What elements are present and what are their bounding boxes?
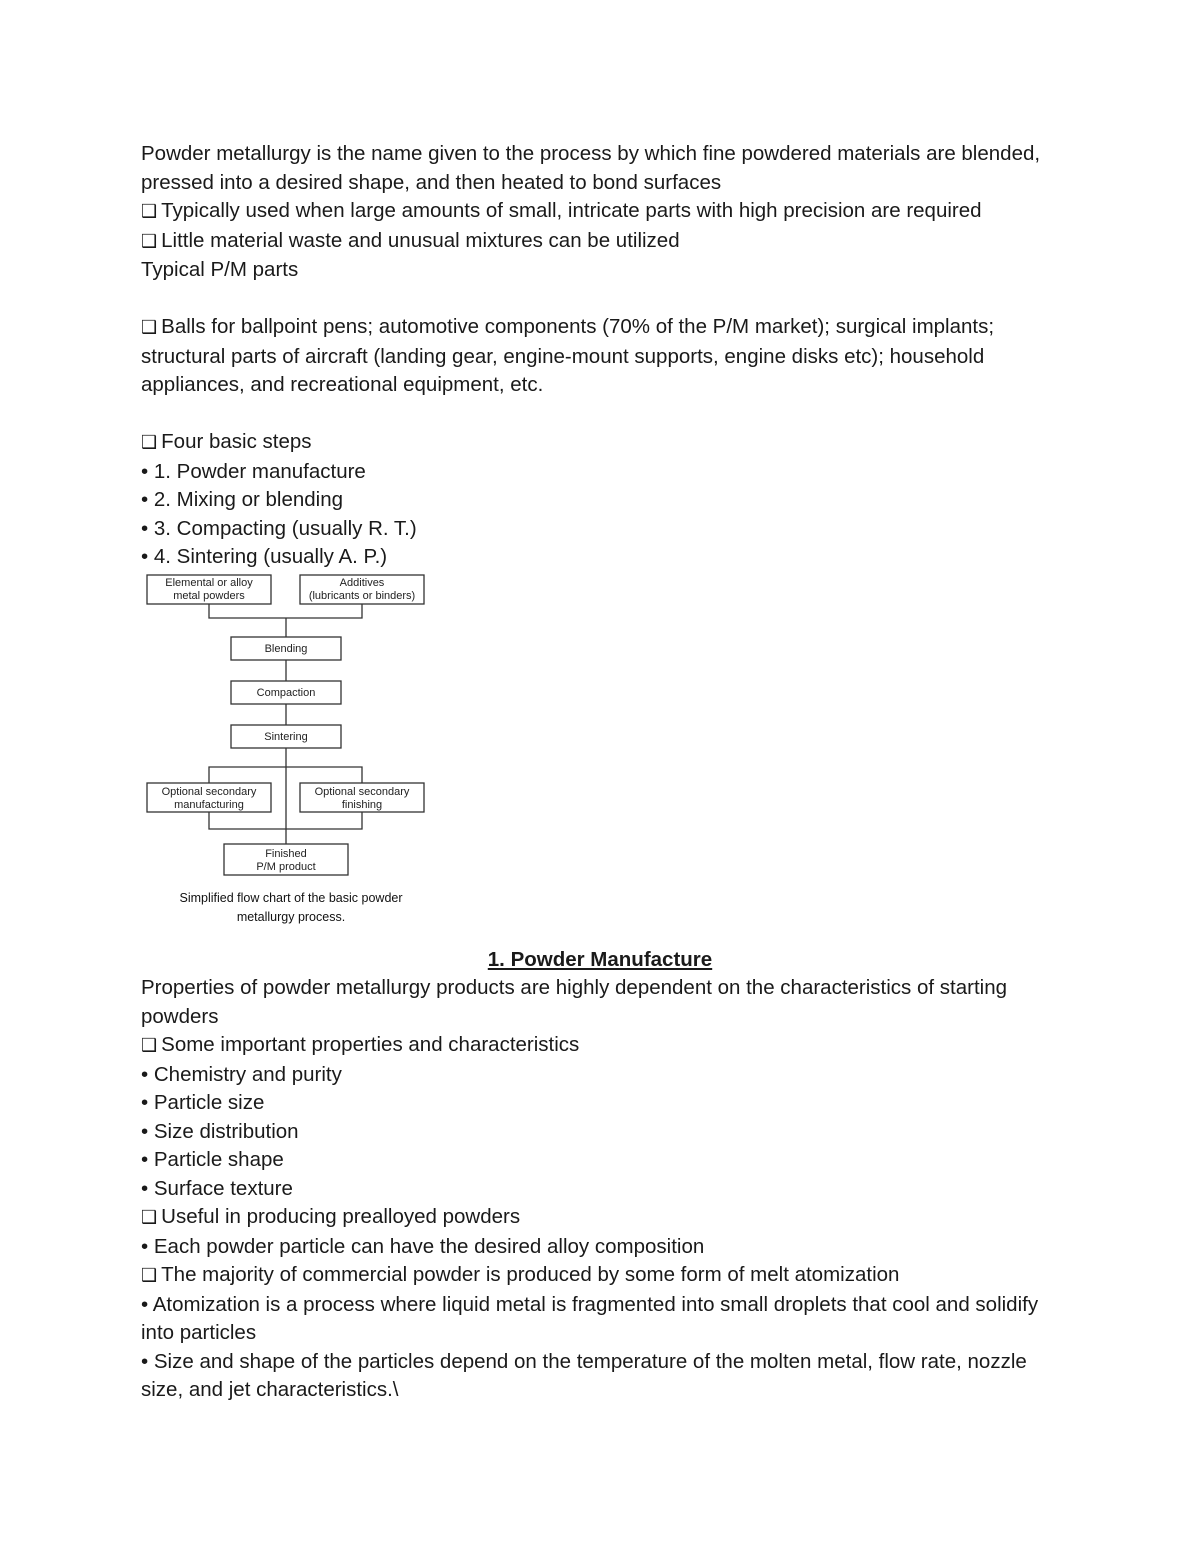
checkbox-bullet-icon: ❑ [141, 317, 158, 338]
flow-text: Optional secondary [161, 785, 257, 798]
flow-chart-figure [146, 574, 446, 946]
bullet-item: ❑ Balls for ballpoint pens; automotive components (70% of the P/M market); surgical implants; structural parts of aircraft (landing gear, engine-mount supports, engine disks etc); household appliances, and recreational equipment, etc. [141, 315, 995, 396]
bullet-item: ❑ Some important properties and characteristics [141, 1033, 580, 1056]
flow-text: (lubricants or binders) [308, 589, 416, 602]
step-item: • 1. Powder manufacture [141, 459, 366, 483]
step-item: • 4. Sintering (usually A. P.) [141, 545, 388, 568]
checkbox-bullet-icon: ❑ [141, 1265, 158, 1286]
checkbox-bullet-icon: ❑ [141, 1207, 158, 1228]
property-item: • Surface texture [141, 1176, 293, 1200]
checkbox-bullet-icon: ❑ [141, 432, 158, 453]
property-item: • Chemistry and purity [141, 1062, 342, 1086]
property-item: • Particle shape [141, 1148, 284, 1171]
property-item: • Size distribution [141, 1119, 299, 1143]
flow-text: Finished [265, 847, 307, 860]
flow-chart [146, 574, 446, 946]
bullet-item: ❑ Typically used when large amounts of small, intricate parts with high precision are required [141, 199, 982, 222]
flow-text: manufacturing [174, 798, 244, 811]
flow-text: P/M product [256, 860, 316, 873]
flow-text: finishing [341, 798, 383, 811]
checkbox-bullet-icon: ❑ [141, 230, 158, 252]
flow-text: Blending [264, 642, 308, 655]
flow-text: Compaction [256, 686, 316, 699]
sub-item: • Each powder particle can have the desired alloy composition [141, 1234, 705, 1258]
section-paragraph: Properties of powder metallurgy products are highly dependent on the characteristics of starting powders [141, 976, 1008, 1028]
spacer [141, 285, 1061, 314]
property-item: • Particle size [141, 1091, 265, 1114]
flow-text: Optional secondary [314, 785, 410, 798]
flow-chart-caption: metallurgy process. [236, 909, 346, 924]
step-item: • 3. Compacting (usually R. T.) [141, 516, 417, 540]
spacer [141, 400, 1061, 429]
sub-item: • Size and shape of the particles depend on the temperature of the molten metal, flow rate, nozzle size, and jet characteristics.\ [141, 1349, 1027, 1401]
flow-text: Sintering [264, 730, 308, 743]
flow-text: metal powders [173, 589, 245, 602]
intro-paragraph: Powder metallurgy is the name given to the process by which fine powdered materials are blended, pressed into a desired shape, and then heated to bond surfaces [141, 142, 1041, 194]
flow-text: Elemental or alloy [165, 576, 253, 589]
sub-item: • Atomization is a process where liquid metal is fragmented into small droplets that cool and solidify into particles [141, 1292, 1039, 1344]
parts-title: Typical P/M parts [141, 258, 299, 281]
step-item: • 2. Mixing or blending [141, 488, 344, 511]
bullet-item: ❑ Little material waste and unusual mixtures can be utilized [141, 228, 680, 252]
bullet-item: ❑ The majority of commercial powder is produced by some form of melt atomization [141, 1263, 900, 1286]
bullet-item: ❑ Useful in producing prealloyed powders [141, 1205, 521, 1228]
document-content [141, 140, 1061, 1405]
flow-chart-caption: Simplified flow chart of the basic powder [179, 890, 403, 905]
section-heading: 1. Powder Manufacture [487, 947, 713, 971]
checkbox-bullet-icon: ❑ [141, 1035, 158, 1056]
bullet-item: ❑ Four basic steps [141, 430, 312, 453]
checkbox-bullet-icon: ❑ [141, 201, 158, 222]
flow-text: Additives [339, 576, 385, 589]
